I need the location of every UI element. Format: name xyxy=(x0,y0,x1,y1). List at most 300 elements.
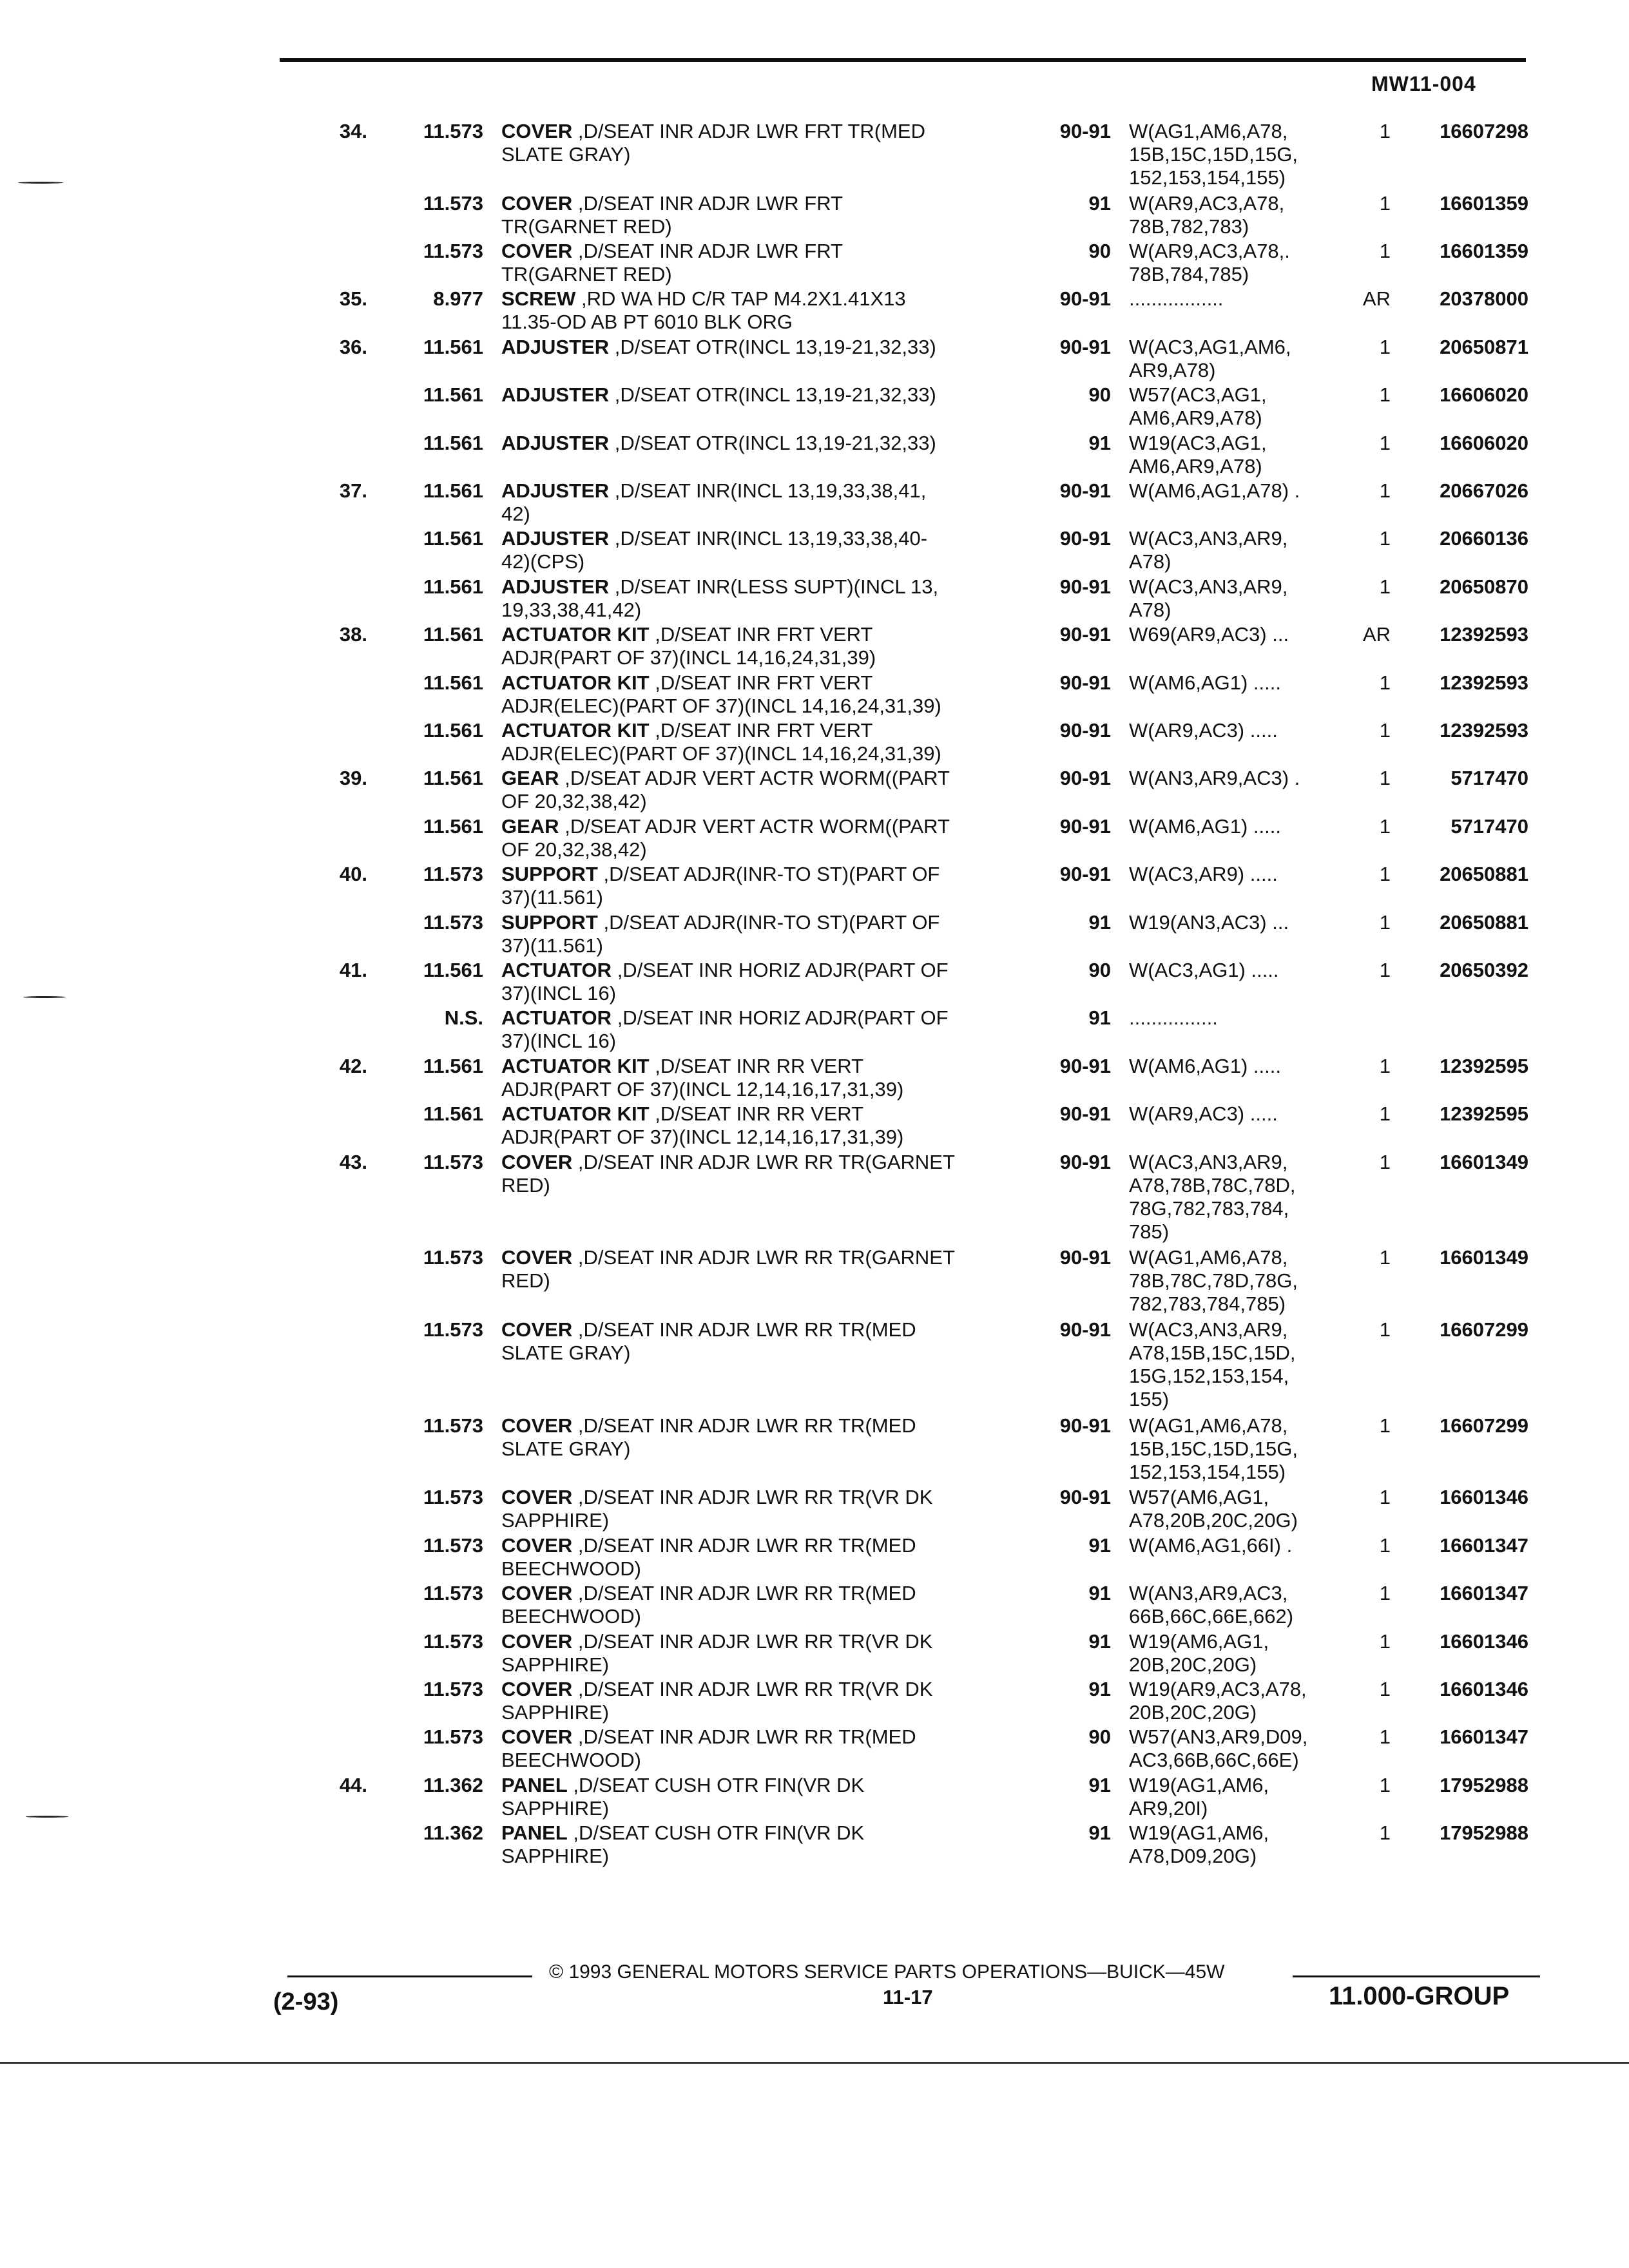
usage-line: W(AC3,AN3,AR9, xyxy=(1129,527,1288,550)
binder-hole-mark xyxy=(23,996,66,998)
usage-codes xyxy=(1129,1151,1354,1244)
model-year: 90-91 xyxy=(1059,575,1111,598)
usage-line: W(AC3,AN3,AR9, xyxy=(1129,575,1288,598)
description-text: ,D/SEAT INR FRT VERT xyxy=(655,671,873,694)
part-number: 16607299 xyxy=(1440,1318,1528,1341)
table-row xyxy=(0,719,1629,767)
usage-codes xyxy=(1129,432,1354,478)
usage-line: 20B,20C,20G) xyxy=(1129,1701,1257,1724)
part-name: COVER xyxy=(501,1678,573,1700)
usage-line: W(AR9,AC3,A78, xyxy=(1129,191,1285,215)
usage-line: W(AG1,AM6,A78, xyxy=(1129,1246,1288,1269)
quantity: 1 xyxy=(1379,1629,1391,1653)
usage-codes xyxy=(1129,1678,1354,1724)
description-line xyxy=(501,192,1036,215)
part-number: 16601346 xyxy=(1440,1486,1528,1509)
description-continuation: BEECHWOOD) xyxy=(501,1605,641,1628)
description-continuation: ADJR(PART OF 37)(INCL 12,14,16,17,31,39) xyxy=(501,1126,904,1149)
table-row xyxy=(0,815,1629,863)
part-description xyxy=(501,1318,1036,1365)
usage-line: 66B,66C,66E,662) xyxy=(1129,1605,1294,1628)
description-continuation: SLATE GRAY) xyxy=(501,143,631,166)
description-line xyxy=(501,120,1036,143)
description-line xyxy=(501,575,1036,599)
description-line xyxy=(501,767,1036,790)
usage-codes xyxy=(1129,1246,1354,1316)
binder-hole-mark xyxy=(18,182,63,184)
usage-line: 78B,782,783) xyxy=(1129,215,1249,238)
usage-codes xyxy=(1129,575,1354,622)
part-name: COVER xyxy=(501,1486,573,1509)
quantity: 1 xyxy=(1379,335,1391,358)
description-text: ,D/SEAT ADJR(INR-TO ST)(PART OF xyxy=(603,910,940,934)
usage-codes xyxy=(1129,1006,1354,1030)
quantity: 1 xyxy=(1379,910,1391,934)
part-name: COVER xyxy=(501,1725,573,1749)
part-description xyxy=(501,767,1036,813)
group-number: 11.573 xyxy=(423,1486,483,1509)
model-year: 90-91 xyxy=(1059,863,1111,886)
part-name: ACTUATOR KIT xyxy=(501,1102,650,1126)
part-description xyxy=(501,959,1036,1005)
description-line xyxy=(501,815,1036,838)
usage-codes xyxy=(1129,1725,1354,1772)
usage-line: 78G,782,783,784, xyxy=(1129,1196,1289,1220)
quantity: 1 xyxy=(1379,1054,1391,1077)
description-line xyxy=(501,1414,1036,1437)
usage-line: AM6,AR9,A78) xyxy=(1129,454,1262,477)
table-row xyxy=(0,1774,1629,1821)
description-text: ,D/SEAT INR FRT VERT xyxy=(655,623,873,646)
description-continuation: 37)(INCL 16) xyxy=(501,982,617,1004)
usage-codes xyxy=(1129,1414,1354,1484)
model-year: 90 xyxy=(1088,383,1111,407)
description-continuation: BEECHWOOD) xyxy=(501,1749,641,1772)
part-name: COVER xyxy=(501,1414,573,1437)
description-continuation: OF 20,32,38,42) xyxy=(501,790,647,813)
description-text: ,D/SEAT ADJR VERT ACTR WORM((PART xyxy=(564,767,950,790)
usage-line: W(AC3,AR9) ..... xyxy=(1129,863,1278,886)
description-line xyxy=(501,863,1036,886)
model-year: 90 xyxy=(1088,959,1111,981)
quantity: 1 xyxy=(1379,814,1391,838)
description-line xyxy=(501,671,1036,695)
description-continuation: 42) xyxy=(501,503,530,525)
part-description xyxy=(501,1821,1036,1868)
description-text: ,D/SEAT OTR(INCL 13,19-21,32,33) xyxy=(614,383,936,407)
description-line xyxy=(501,527,1036,550)
description-text: ,D/SEAT INR ADJR LWR RR TR(VR DK xyxy=(577,1629,933,1653)
usage-codes xyxy=(1129,383,1354,430)
description-continuation: SAPPHIRE) xyxy=(501,1796,610,1820)
part-number: 16606020 xyxy=(1440,383,1528,407)
model-year: 91 xyxy=(1088,1533,1111,1557)
usage-line: A78) xyxy=(1129,550,1171,573)
quantity: 1 xyxy=(1379,1582,1391,1605)
part-number: 20650881 xyxy=(1440,910,1528,934)
description-line xyxy=(501,1246,1036,1269)
quantity: 1 xyxy=(1379,479,1391,502)
description-continuation: SLATE GRAY) xyxy=(501,1437,631,1460)
table-row xyxy=(0,1630,1629,1678)
usage-codes xyxy=(1129,671,1354,695)
table-row xyxy=(0,1725,1629,1773)
usage-line: W(AC3,AN3,AR9, xyxy=(1129,1318,1288,1341)
description-text: ,D/SEAT INR RR VERT xyxy=(655,1102,864,1126)
usage-line: ................. xyxy=(1129,287,1224,311)
model-year: 91 xyxy=(1088,1629,1111,1653)
usage-codes xyxy=(1129,1774,1354,1820)
description-text: ,D/SEAT OTR(INCL 13,19-21,32,33) xyxy=(614,431,936,454)
part-number: 16601359 xyxy=(1440,191,1528,215)
table-row xyxy=(0,1246,1629,1318)
description-continuation: 37)(INCL 16) xyxy=(501,1030,617,1053)
usage-codes xyxy=(1129,1821,1354,1868)
usage-codes xyxy=(1129,240,1354,286)
usage-codes xyxy=(1129,527,1354,573)
quantity: 1 xyxy=(1379,431,1391,454)
model-year: 90 xyxy=(1088,240,1111,262)
model-year: 90-91 xyxy=(1059,1102,1111,1126)
usage-line: W(AN3,AR9,AC3, xyxy=(1129,1582,1288,1605)
part-number: 20650871 xyxy=(1440,335,1528,358)
description-text: ,RD WA HD C/R TAP M4.2X1.41X13 xyxy=(581,287,906,311)
part-name: ACTUATOR KIT xyxy=(501,1054,650,1077)
model-year: 91 xyxy=(1088,1773,1111,1796)
part-number: 16607299 xyxy=(1440,1414,1528,1437)
usage-codes xyxy=(1129,1630,1354,1677)
usage-line: W(AC3,AG1) ..... xyxy=(1129,959,1279,981)
description-continuation: 19,33,38,41,42) xyxy=(501,598,642,621)
table-row xyxy=(0,767,1629,814)
part-description xyxy=(501,240,1036,286)
group-number: 11.573 xyxy=(423,1533,483,1557)
group-number: 11.561 xyxy=(423,623,483,646)
item-number: 43. xyxy=(339,1150,367,1173)
description-line xyxy=(501,719,1036,742)
group-number: 8.977 xyxy=(433,287,483,311)
usage-line: W(AR9,AC3) ..... xyxy=(1129,719,1278,742)
usage-line: 15G,152,153,154, xyxy=(1129,1365,1289,1387)
description-line xyxy=(501,1151,1036,1174)
item-number: 44. xyxy=(339,1773,367,1796)
description-text: ,D/SEAT INR ADJR LWR RR TR(MED xyxy=(577,1414,916,1437)
group-number: 11.561 xyxy=(423,1054,483,1077)
part-number: 17952988 xyxy=(1440,1773,1528,1796)
description-text: ,D/SEAT INR ADJR LWR FRT TR(MED xyxy=(577,120,925,142)
usage-codes xyxy=(1129,1582,1354,1628)
part-name: ACTUATOR KIT xyxy=(501,623,650,646)
model-year: 91 xyxy=(1088,1006,1111,1030)
model-year: 90-91 xyxy=(1059,527,1111,550)
binder-hole-mark xyxy=(26,1816,68,1818)
model-year: 90-91 xyxy=(1059,120,1111,142)
table-row xyxy=(0,1534,1629,1582)
table-row xyxy=(0,1582,1629,1629)
table-row xyxy=(0,863,1629,910)
part-description xyxy=(501,671,1036,718)
group-number: 11.573 xyxy=(423,1678,483,1700)
usage-codes xyxy=(1129,1055,1354,1078)
item-number: 38. xyxy=(339,623,367,646)
quantity: 1 xyxy=(1379,671,1391,694)
part-name: COVER xyxy=(501,1582,573,1605)
item-number: 41. xyxy=(339,959,367,981)
part-number: 16601346 xyxy=(1440,1629,1528,1653)
usage-line: W(AM6,AG1,66I) . xyxy=(1129,1533,1293,1557)
description-text: ,D/SEAT INR(INCL 13,19,33,38,40- xyxy=(614,527,928,550)
usage-line: W57(AN3,AR9,D09, xyxy=(1129,1725,1308,1749)
usage-line: 15B,15C,15D,15G, xyxy=(1129,143,1298,166)
usage-codes xyxy=(1129,120,1354,189)
part-description xyxy=(501,432,1036,455)
usage-codes xyxy=(1129,1486,1354,1532)
header-rule xyxy=(280,58,1526,62)
part-description xyxy=(501,1582,1036,1628)
part-number: 20650870 xyxy=(1440,575,1528,598)
description-text: ,D/SEAT ADJR(INR-TO ST)(PART OF xyxy=(603,863,940,886)
quantity: 1 xyxy=(1379,1678,1391,1700)
model-year: 91 xyxy=(1088,431,1111,454)
part-name: ADJUSTER xyxy=(501,431,610,454)
description-line xyxy=(501,383,1036,407)
usage-codes xyxy=(1129,1534,1354,1557)
part-number: 12392593 xyxy=(1440,719,1528,742)
table-row xyxy=(0,527,1629,575)
part-description xyxy=(501,719,1036,765)
group-number: 11.573 xyxy=(423,120,483,142)
quantity: 1 xyxy=(1379,767,1391,790)
part-name: GEAR xyxy=(501,814,559,838)
description-line xyxy=(501,336,1036,359)
part-description xyxy=(501,1414,1036,1461)
usage-codes xyxy=(1129,336,1354,382)
part-number: 12392595 xyxy=(1440,1054,1528,1077)
usage-line: W19(AG1,AM6, xyxy=(1129,1821,1269,1845)
description-continuation: 37)(11.561) xyxy=(501,886,603,909)
description-line xyxy=(501,1486,1036,1509)
part-number: 16601347 xyxy=(1440,1725,1528,1749)
group-number: 11.561 xyxy=(423,383,483,407)
usage-line: W(AR9,AC3,A78,. xyxy=(1129,240,1290,262)
description-text: ,D/SEAT INR(INCL 13,19,33,38,41, xyxy=(614,479,927,502)
group-number: 11.573 xyxy=(423,1582,483,1605)
description-line xyxy=(501,911,1036,934)
description-continuation: TR(GARNET RED) xyxy=(501,215,672,238)
group-number: 11.561 xyxy=(423,814,483,838)
page-bottom-rule xyxy=(0,2062,1629,2064)
model-year: 90-91 xyxy=(1059,479,1111,502)
group-number: 11.573 xyxy=(423,1150,483,1173)
quantity: 1 xyxy=(1379,1150,1391,1173)
table-row xyxy=(0,1006,1629,1054)
usage-line: 155) xyxy=(1129,1388,1170,1410)
part-name: ADJUSTER xyxy=(501,527,610,550)
description-continuation: ADJR(ELEC)(PART OF 37)(INCL 14,16,24,31,39) xyxy=(501,742,941,765)
item-number: 40. xyxy=(339,863,367,886)
part-name: COVER xyxy=(501,1150,573,1173)
usage-line: W(AM6,AG1) ..... xyxy=(1129,814,1281,838)
page-number: 11-17 xyxy=(883,1986,933,2008)
quantity: 1 xyxy=(1379,1102,1391,1126)
part-description xyxy=(501,623,1036,669)
table-row xyxy=(0,623,1629,671)
quantity: 1 xyxy=(1379,1414,1391,1437)
usage-line: W19(AM6,AG1, xyxy=(1129,1629,1269,1653)
group-number: 11.362 xyxy=(423,1773,483,1796)
part-name: ACTUATOR xyxy=(501,1006,612,1030)
table-row xyxy=(0,1055,1629,1102)
part-description xyxy=(501,863,1036,909)
part-name: ADJUSTER xyxy=(501,575,610,598)
model-year: 91 xyxy=(1088,191,1111,215)
description-text: ,D/SEAT INR(LESS SUPT)(INCL 13, xyxy=(614,575,939,598)
usage-line: W(AM6,AG1,A78) . xyxy=(1129,479,1300,502)
usage-line: W19(AG1,AM6, xyxy=(1129,1773,1269,1796)
usage-line: 78B,784,785) xyxy=(1129,263,1249,285)
part-description xyxy=(501,479,1036,526)
group-label: 11.000-GROUP xyxy=(1329,1982,1510,2010)
part-description xyxy=(501,336,1036,359)
quantity: 1 xyxy=(1379,575,1391,598)
usage-codes xyxy=(1129,479,1354,503)
usage-line: W(AG1,AM6,A78, xyxy=(1129,1414,1288,1437)
description-continuation: SAPPHIRE) xyxy=(501,1509,610,1532)
part-name: COVER xyxy=(501,1629,573,1653)
description-text: ,D/SEAT INR ADJR LWR RR TR(MED xyxy=(577,1582,916,1605)
description-text: ,D/SEAT INR ADJR LWR RR TR(MED xyxy=(577,1725,916,1749)
part-name: COVER xyxy=(501,1533,573,1557)
part-description xyxy=(501,1151,1036,1197)
description-continuation: RED) xyxy=(501,1269,550,1293)
model-year: 90-91 xyxy=(1059,1150,1111,1173)
description-text: ,D/SEAT INR ADJR LWR RR TR(MED xyxy=(577,1533,916,1557)
description-continuation: 42)(CPS) xyxy=(501,550,585,573)
description-continuation: 11.35-OD AB PT 6010 BLK ORG xyxy=(501,311,793,334)
part-name: COVER xyxy=(501,1318,573,1341)
usage-line: AM6,AR9,A78) xyxy=(1129,407,1262,430)
usage-line: 785) xyxy=(1129,1220,1170,1243)
usage-line: 20B,20C,20G) xyxy=(1129,1653,1257,1676)
quantity: 1 xyxy=(1379,863,1391,886)
usage-codes xyxy=(1129,911,1354,934)
description-text: ,D/SEAT INR ADJR LWR FRT xyxy=(577,191,843,215)
copyright-notice: © 1993 GENERAL MOTORS SERVICE PARTS OPERATIONS—BUICK—45W xyxy=(549,1961,1225,1983)
description-text: ,D/SEAT ADJR VERT ACTR WORM((PART xyxy=(564,814,950,838)
description-text: ,D/SEAT INR ADJR LWR RR TR(GARNET xyxy=(577,1150,955,1173)
usage-line: W57(AM6,AG1, xyxy=(1129,1486,1269,1509)
part-description xyxy=(501,1102,1036,1149)
group-number: 11.573 xyxy=(423,191,483,215)
item-number: 34. xyxy=(339,120,367,142)
description-continuation: SLATE GRAY) xyxy=(501,1341,631,1364)
model-year: 90-91 xyxy=(1059,1054,1111,1077)
group-number: 11.573 xyxy=(423,1414,483,1437)
part-number: 20650392 xyxy=(1440,959,1528,981)
item-number: 42. xyxy=(339,1054,367,1077)
description-line xyxy=(501,240,1036,263)
table-row xyxy=(0,1486,1629,1533)
group-number: N.S. xyxy=(444,1006,483,1030)
table-row xyxy=(0,1318,1629,1414)
description-continuation: SAPPHIRE) xyxy=(501,1701,610,1724)
model-year: 91 xyxy=(1088,1821,1111,1845)
quantity: 1 xyxy=(1379,527,1391,550)
usage-line: W(AC3,AN3,AR9, xyxy=(1129,1150,1288,1173)
item-number: 37. xyxy=(339,479,367,502)
part-name: ACTUATOR xyxy=(501,959,612,981)
part-name: ADJUSTER xyxy=(501,479,610,502)
table-row xyxy=(0,120,1629,192)
usage-line: A78,20B,20C,20G) xyxy=(1129,1509,1298,1532)
table-row xyxy=(0,432,1629,479)
part-name: ADJUSTER xyxy=(501,383,610,407)
usage-line: W57(AC3,AG1, xyxy=(1129,383,1267,407)
description-text: ,D/SEAT CUSH OTR FIN(VR DK xyxy=(573,1821,865,1845)
table-row xyxy=(0,911,1629,959)
description-continuation: ADJR(PART OF 37)(INCL 12,14,16,17,31,39) xyxy=(501,1077,904,1100)
quantity: AR xyxy=(1362,623,1391,646)
model-year: 91 xyxy=(1088,910,1111,934)
description-text: ,D/SEAT OTR(INCL 13,19-21,32,33) xyxy=(614,335,936,358)
usage-line: A78) xyxy=(1129,598,1171,621)
description-text: ,D/SEAT CUSH OTR FIN(VR DK xyxy=(573,1773,865,1796)
description-continuation: ADJR(PART OF 37)(INCL 14,16,24,31,39) xyxy=(501,646,876,669)
part-name: PANEL xyxy=(501,1821,568,1845)
part-number: 16606020 xyxy=(1440,431,1528,454)
description-line xyxy=(501,1678,1036,1701)
part-description xyxy=(501,120,1036,166)
usage-codes xyxy=(1129,1102,1354,1126)
document-id: MW11-004 xyxy=(1371,72,1476,95)
usage-line: W(AG1,AM6,A78, xyxy=(1129,120,1288,142)
part-number: 16601347 xyxy=(1440,1533,1528,1557)
usage-codes xyxy=(1129,192,1354,238)
table-row xyxy=(0,479,1629,527)
part-description xyxy=(501,1534,1036,1581)
model-year: 90 xyxy=(1088,1725,1111,1749)
footer-rule-right xyxy=(1293,1975,1540,1977)
description-continuation: ADJR(ELEC)(PART OF 37)(INCL 14,16,24,31,39) xyxy=(501,694,941,717)
footer-rule-left xyxy=(287,1975,532,1977)
group-number: 11.362 xyxy=(423,1821,483,1845)
model-year: 90-91 xyxy=(1059,814,1111,838)
usage-line: AC3,66B,66C,66E) xyxy=(1129,1749,1299,1772)
part-description xyxy=(501,1486,1036,1532)
part-number: 16601346 xyxy=(1440,1678,1528,1700)
description-continuation: RED) xyxy=(501,1173,550,1196)
usage-codes xyxy=(1129,287,1354,311)
description-text: ,D/SEAT INR ADJR LWR FRT xyxy=(577,240,843,262)
part-description xyxy=(501,575,1036,622)
usage-line: W(AR9,AC3) ..... xyxy=(1129,1102,1278,1126)
part-number: 20660136 xyxy=(1440,527,1528,550)
description-text: ,D/SEAT INR FRT VERT xyxy=(655,719,873,742)
table-row xyxy=(0,336,1629,383)
description-line xyxy=(501,1055,1036,1078)
description-continuation: BEECHWOOD) xyxy=(501,1557,641,1580)
group-number: 11.573 xyxy=(423,910,483,934)
usage-line: W(AM6,AG1) ..... xyxy=(1129,1054,1281,1077)
quantity: 1 xyxy=(1379,120,1391,142)
part-description xyxy=(501,287,1036,334)
table-row xyxy=(0,287,1629,335)
description-text: ,D/SEAT INR ADJR LWR RR TR(VR DK xyxy=(577,1486,933,1509)
part-name: ADJUSTER xyxy=(501,335,610,358)
part-number: 20378000 xyxy=(1440,287,1528,311)
group-number: 11.573 xyxy=(423,240,483,262)
usage-line: W19(AN3,AC3) ... xyxy=(1129,910,1289,934)
